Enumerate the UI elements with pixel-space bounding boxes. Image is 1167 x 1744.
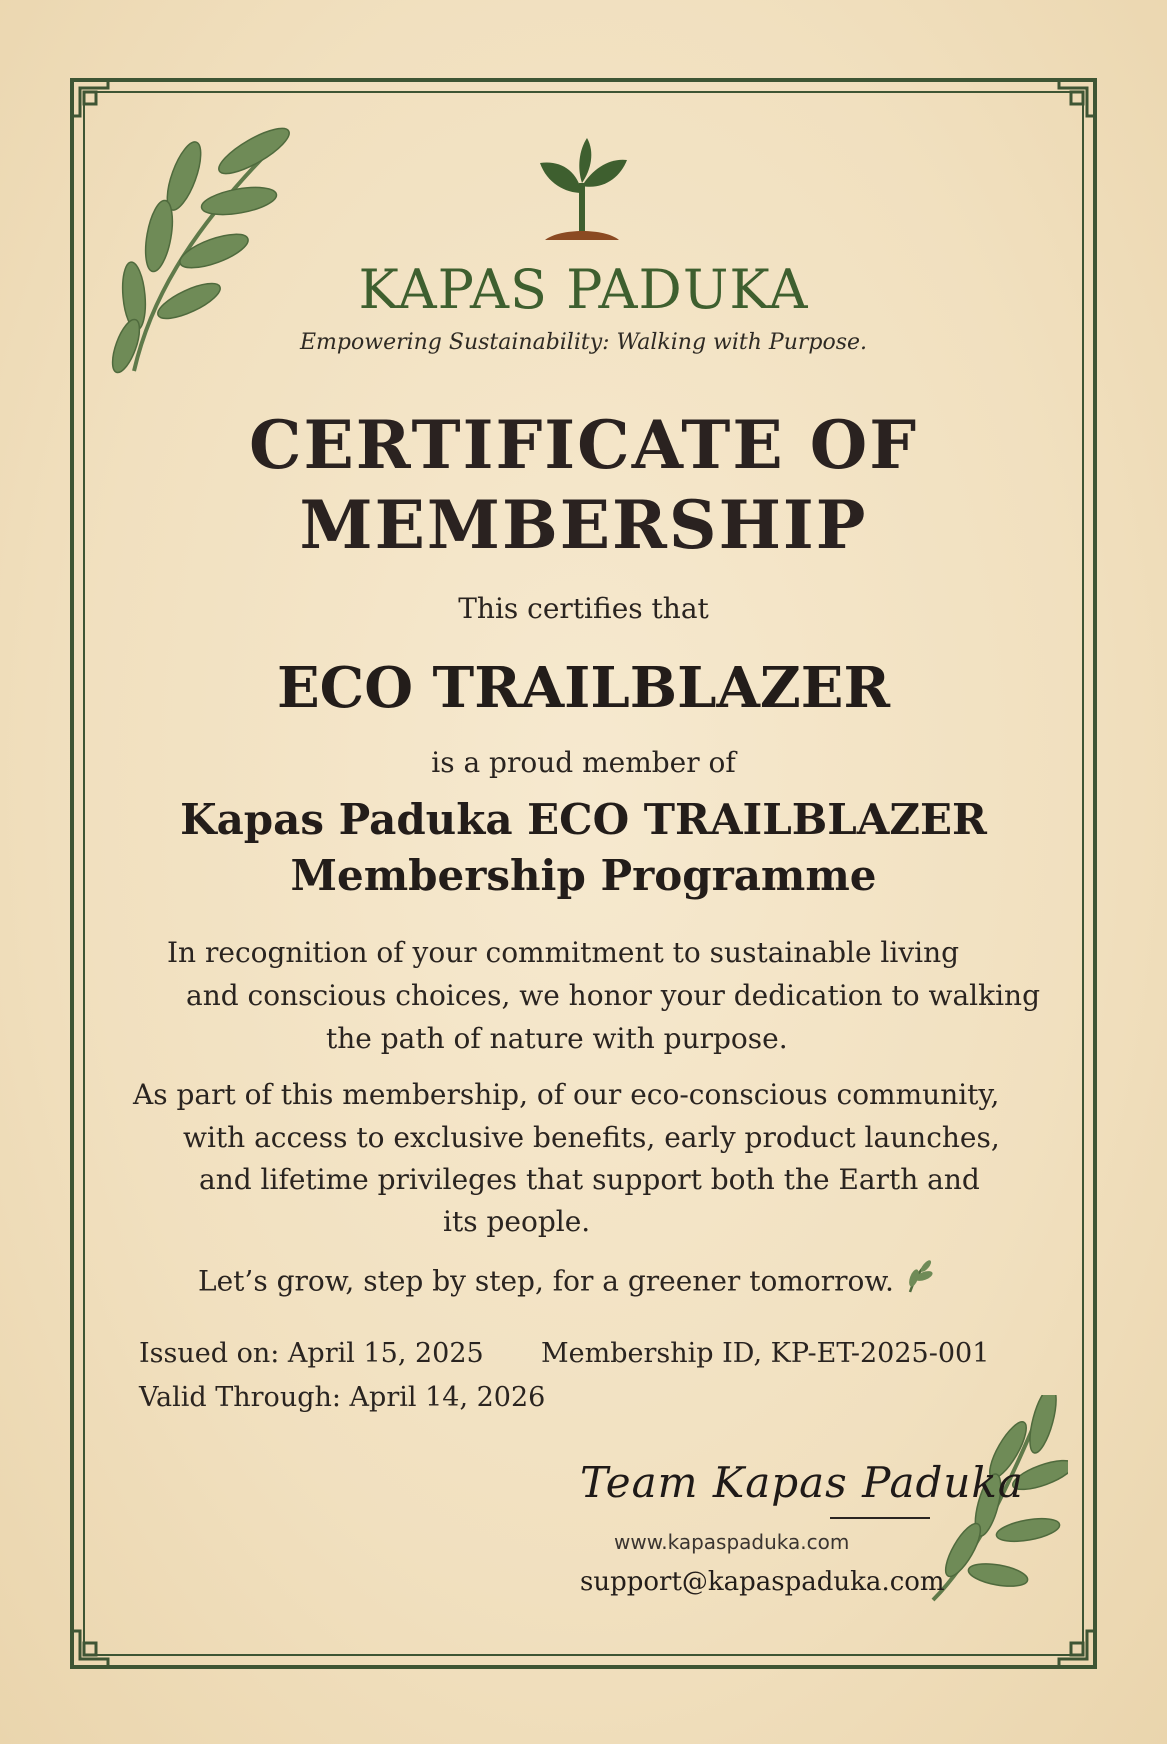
recognition-line-2: and conscious choices, we honor your dedication to walking xyxy=(186,979,1040,1012)
programme-name xyxy=(0,792,1167,904)
title-line-2: MEMBERSHIP xyxy=(299,486,868,564)
benefits-line-2: with access to exclusive benefits, early product launches, xyxy=(183,1121,1000,1154)
closing-text: Let’s grow, step by step, for a greener tomorrow. xyxy=(198,1264,894,1298)
corner-ornament-icon xyxy=(70,1629,110,1669)
brand-name: KAPAS PADUKA xyxy=(358,258,809,321)
brand-tagline: Empowering Sustainability: Walking with Purpose. xyxy=(299,330,868,355)
benefits-line-4: its people. xyxy=(443,1205,591,1238)
corner-ornament-icon xyxy=(1057,1629,1097,1669)
closing-line xyxy=(198,1260,934,1306)
benefits-line-1: As part of this membership, of our eco-conscious community, xyxy=(133,1078,1000,1111)
recognition-line-1: In recognition of your commitment to sustainable living xyxy=(167,936,960,969)
benefits-line-3: and lifetime privileges that support both the Earth and xyxy=(199,1163,980,1196)
sprout-logo-icon xyxy=(535,138,629,254)
leaf-icon xyxy=(904,1260,934,1306)
programme-line-2: Membership Programme xyxy=(290,851,877,900)
website-link[interactable]: www.kapaspaduka.com xyxy=(614,1530,850,1554)
membership-id: Membership ID, KP-ET-2025-001 xyxy=(541,1338,990,1369)
certificate-title xyxy=(0,405,1167,565)
issued-date: Issued on: April 15, 2025 xyxy=(139,1338,484,1369)
corner-ornament-icon xyxy=(1057,78,1097,118)
signature-underline xyxy=(830,1517,930,1519)
proud-member-text: is a proud member of xyxy=(431,746,736,779)
support-email-link[interactable]: support@kapaspaduka.com xyxy=(580,1567,945,1597)
programme-line-1: Kapas Paduka ECO TRAILBLAZER xyxy=(180,795,987,844)
title-line-1: CERTIFICATE OF xyxy=(248,406,919,484)
valid-through-date: Valid Through: April 14, 2026 xyxy=(139,1382,546,1413)
certifies-text: This certifies that xyxy=(458,592,709,625)
member-name: ECO TRAILBLAZER xyxy=(276,655,891,721)
corner-ornament-icon xyxy=(70,78,110,118)
signature: Team Kapas Paduka xyxy=(580,1458,1024,1507)
recognition-line-3: the path of nature with purpose. xyxy=(326,1022,788,1055)
